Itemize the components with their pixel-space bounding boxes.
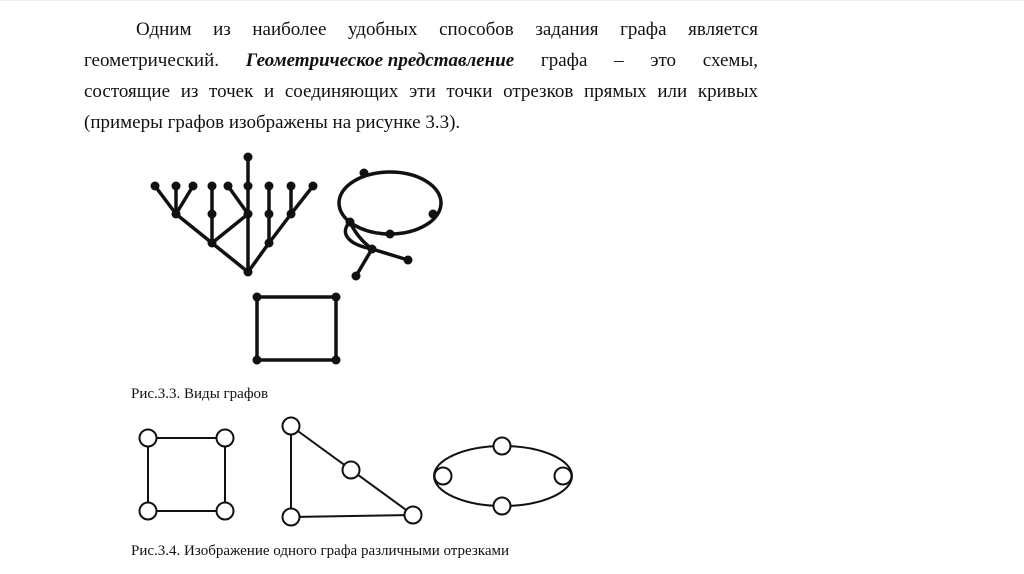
paragraph-word: способов [439,19,514,40]
paragraph-word: и [264,81,275,102]
paragraph-line-4: (примеры графов изображены на рисунке 3.3). [84,112,461,133]
paragraph-word: схемы, [702,50,758,71]
paragraph-word: является [688,19,758,40]
square-graph [148,438,225,511]
paragraph-word: из [213,19,231,40]
paragraph-word: Геометрическое представление [245,50,515,71]
paragraph-word: состоящие [84,81,171,102]
paragraph-word: наиболее [252,19,327,40]
caption-figure-3-3: Рис.3.3. Виды графов [131,386,269,402]
paragraph-word: отрезков [503,81,574,102]
paragraph-word: – [614,50,624,71]
paragraph-word: задания [535,19,599,40]
paragraph-word: геометрический. [84,50,219,71]
paragraph-word: графа [620,19,667,40]
paragraph-word: это [650,50,677,71]
paragraph-word: из [180,81,199,102]
triangle-vertices [283,418,422,526]
paragraph-word: прямых [583,81,647,102]
paragraph-word: графа [540,50,588,71]
paragraph-word: Одним [136,19,192,40]
paragraph-word: или [657,81,688,102]
paragraph-word: точек [209,81,254,102]
ellipse-graph [434,438,572,515]
paragraph-word: кривых [697,81,758,102]
paragraph-word: эти [409,81,436,102]
square-vertices [140,430,234,520]
paragraph-word: точки [446,81,493,102]
caption-figure-3-4: Рис.3.4. Изображение одного графа различными отрезками [131,543,510,559]
paragraph-word: удобных [347,19,418,40]
paragraph-word: соединяющих [284,81,399,102]
